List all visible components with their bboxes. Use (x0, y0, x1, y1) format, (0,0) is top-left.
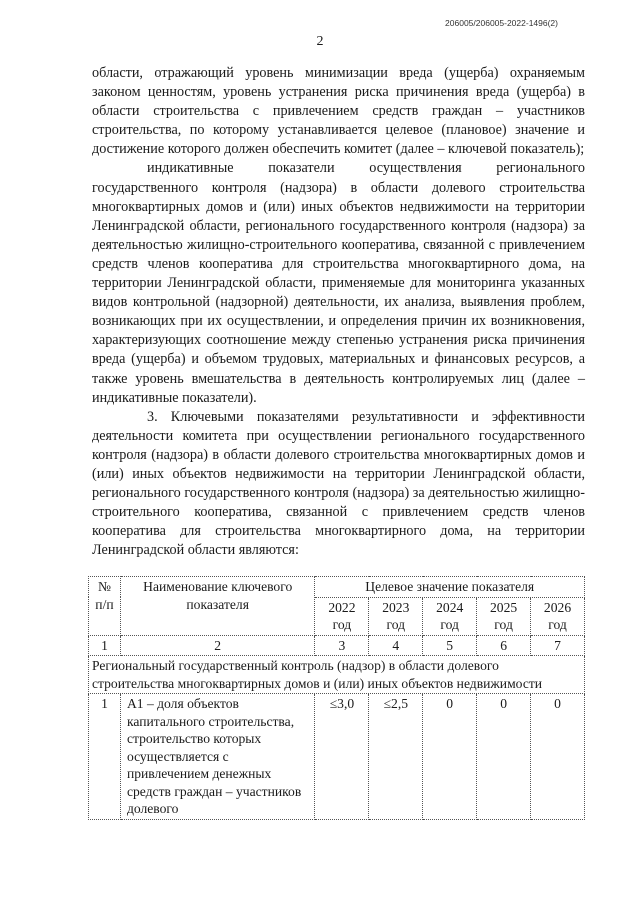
column-number: 4 (369, 635, 423, 656)
indicator-name: А1 – доля объектов капитального строительства, строительство которых осуществляется с привлечением денежных средств граждан – участников долевого (120, 694, 315, 820)
document-id: 206005/206005-2022-1496(2) (445, 18, 558, 28)
section-row (89, 656, 585, 694)
value-2024: 0 (423, 694, 477, 820)
year-header: 2024 год (423, 597, 477, 635)
column-number: 2 (120, 635, 315, 656)
value-2025: 0 (477, 694, 531, 820)
paragraph: индикативные показатели осуществления регионального государственного контроля (надзора) в области долевого строительства многоквартирных домов и (или) иных объектов недвижимости на территории Ленинградской области, регионального государственного контроля (надзора) за деятельностью жилищно-строительного кооператива, связанной с привлечением средств членов кооператива для строительства многоквартирного дома, на территории Ленинградской области, применяемые для мониторинга указанных видов контрольной (надзорной) деятельности, их анализа, выявления проблем, возникающих при их осуществлении, и определения причин их возникновения, характеризующих соотношение между степенью устранения риска причинения вреда (ущерба) и объемом трудовых, материальных и финансовых ресурсов, а также уровень вмешательства в деятельность контролируемых лиц (далее – индикативные показатели). (92, 160, 585, 406)
value-2022: ≤3,0 (315, 694, 369, 820)
column-number: 6 (477, 635, 531, 656)
column-numbers-row (89, 635, 585, 656)
col-header-number: № п/п (89, 577, 121, 636)
column-number: 5 (423, 635, 477, 656)
paragraph: 3. Ключевыми показателями результативности и эффективности деятельности комитета при осуществлении регионального государственного контроля (надзора) в области долевого строительства многоквартирных домов и (или) иных объектов недвижимости на территории Ленинградской области, регионального государственного контроля (надзора) за деятельностью жилищно-строительного кооператива, связанной с привлечением средств членов кооператива для строительства многоквартирного дома, на территории Ленинградской области являются: (92, 408, 585, 559)
col-header-target: Целевое значение показателя (315, 577, 585, 598)
year-header: 2025 год (477, 597, 531, 635)
column-number: 1 (89, 635, 121, 656)
year-header: 2022 год (315, 597, 369, 635)
column-number: 7 (531, 635, 585, 656)
col-header-name: Наименование ключевого показателя (120, 577, 315, 636)
value-2026: 0 (531, 694, 585, 820)
section-title: Региональный государственный контроль (надзор) в области долевого строительства многоквартирных домов и (или) иных объектов недвижимости (89, 656, 585, 694)
body-text (92, 64, 585, 560)
year-header: 2026 год (531, 597, 585, 635)
year-header: 2023 год (369, 597, 423, 635)
row-number: 1 (89, 694, 121, 820)
value-2023: ≤2,5 (369, 694, 423, 820)
table-row (89, 694, 585, 820)
indicators-table (88, 576, 585, 820)
paragraph: области, отражающий уровень минимизации вреда (ущерба) охраняемым законом ценностям, уровень устранения риска причинения вреда (ущерба) в области строительства с привлечением средств граждан – участников строительства, по которому устанавливается целевое (плановое) значение и достижение которого должен обеспечить комитет (далее – ключевой показатель); (92, 65, 585, 158)
column-number: 3 (315, 635, 369, 656)
page-number: 2 (316, 34, 324, 49)
table-header-row (89, 577, 585, 598)
